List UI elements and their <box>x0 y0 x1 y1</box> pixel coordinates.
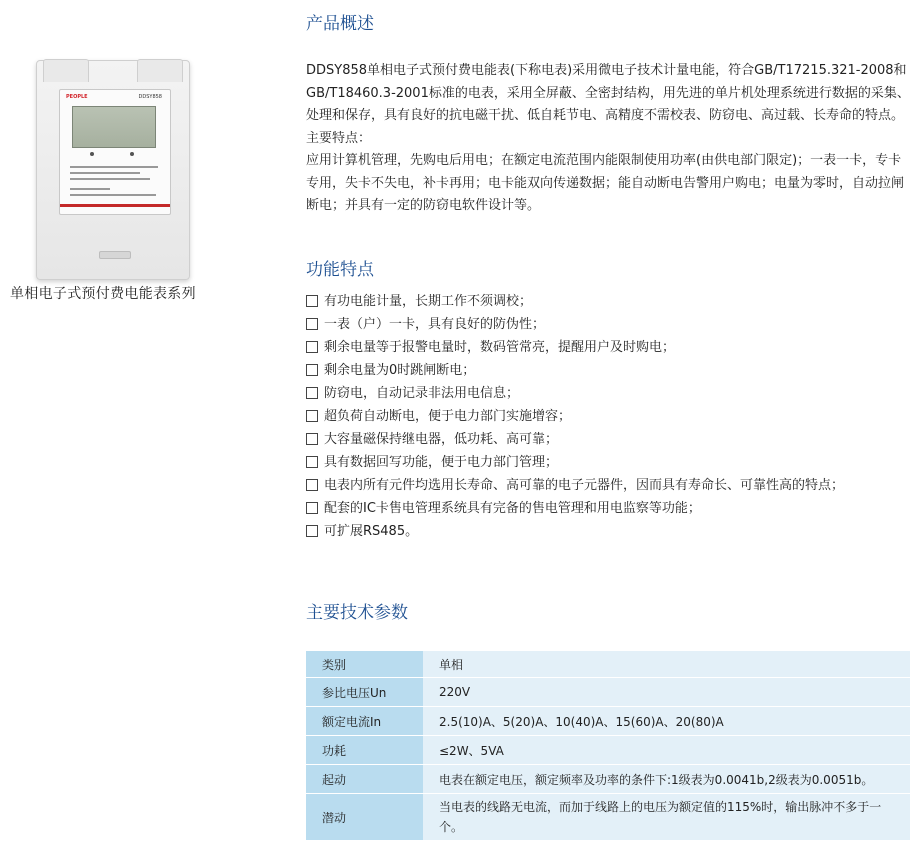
specs-table <box>306 650 910 841</box>
feature-item: 大容量磁保持继电器，低功耗、高可靠； <box>304 428 916 451</box>
overview-paragraph-1: DDSY858单相电子式预付费电能表(下称电表)采用微电子技术计量电能，符合GB/T17215.321-2008和GB/T18460.3-2001标准的电表，采用全屏蔽、全密封结构，用先进的单片机处理系统进行数据的采集、处理和保存，具有良好的抗电磁干扰、低自耗节电、高精度不需校表、防窃电、高过载、长寿命的特点。主要特点： <box>306 63 910 146</box>
overview-text <box>306 60 912 218</box>
feature-item: 配套的IC卡售电管理系统具有完备的售电管理和用电监察等功能； <box>304 497 916 520</box>
feature-list <box>304 290 916 543</box>
product-image <box>32 58 190 280</box>
features-heading: 功能特点 <box>306 260 374 280</box>
spec-value: 220V <box>423 678 910 707</box>
table-row <box>306 678 910 707</box>
feature-item: 有功电能计量，长期工作不须调校； <box>304 290 916 313</box>
feature-item: 可扩展RS485。 <box>304 520 916 543</box>
checkbox-icon <box>306 502 318 514</box>
spec-value: 当电表的线路无电流，而加于线路上的电压为额定值的115%时，输出脉冲不多于一个。 <box>423 794 910 841</box>
feature-item: 超负荷自动断电，便于电力部门实施增容； <box>304 405 916 428</box>
checkbox-icon <box>306 525 318 537</box>
spec-key: 类别 <box>306 651 423 678</box>
checkbox-icon <box>306 364 318 376</box>
feature-item: 电表内所有元件均选用长寿命、高可靠的电子元器件，因而具有寿命长、可靠性高的特点； <box>304 474 916 497</box>
checkbox-icon <box>306 410 318 422</box>
overview-paragraph-2: 应用计算机管理，先购电后用电；在额定电流范围内能限制使用功率(由供电部门限定)；一表一卡，专卡专用，失卡不失电，补卡再用；电卡能双向传递数据；能自动断电告警用户购电；电量为零时，自动拉闸断电；并具有一定的防窃电软件设计等。 <box>306 153 905 213</box>
checkbox-icon <box>306 341 318 353</box>
spec-key: 起动 <box>306 765 423 794</box>
spec-key: 参比电压Un <box>306 678 423 707</box>
meter-model-label: DDSY858 <box>138 94 162 100</box>
checkbox-icon <box>306 456 318 468</box>
spec-value: 2.5(10)A、5(20)A、10(40)A、15(60)A、20(80)A <box>423 707 910 736</box>
feature-item: 防窃电，自动记录非法用电信息； <box>304 382 916 405</box>
spec-key: 功耗 <box>306 736 423 765</box>
checkbox-icon <box>306 318 318 330</box>
checkbox-icon <box>306 387 318 399</box>
table-row <box>306 794 910 841</box>
table-row <box>306 707 910 736</box>
table-row <box>306 651 910 678</box>
table-row <box>306 736 910 765</box>
table-row <box>306 765 910 794</box>
feature-item: 一表（户）一卡，具有良好的防伪性； <box>304 313 916 336</box>
spec-value: 单相 <box>423 651 910 678</box>
product-caption: 单相电子式预付费电能表系列 <box>10 286 196 302</box>
overview-heading: 产品概述 <box>306 14 374 34</box>
checkbox-icon <box>306 479 318 491</box>
checkbox-icon <box>306 295 318 307</box>
spec-key: 额定电流In <box>306 707 423 736</box>
feature-item: 剩余电量等于报警电量时，数码管常亮，提醒用户及时购电； <box>304 336 916 359</box>
meter-face <box>59 89 171 215</box>
spec-value: 电表在额定电压，额定频率及功率的条件下:1级表为0.0041b,2级表为0.0051b。 <box>423 765 910 794</box>
meter-lcd-display <box>72 106 156 148</box>
spec-value: ≤2W、5VA <box>423 736 910 765</box>
spec-key: 潜动 <box>306 794 423 841</box>
feature-item: 剩余电量为0时跳闸断电； <box>304 359 916 382</box>
specs-heading: 主要技术参数 <box>306 603 408 623</box>
checkbox-icon <box>306 433 318 445</box>
electric-meter-illustration <box>36 60 190 280</box>
feature-item: 具有数据回写功能，便于电力部门管理； <box>304 451 916 474</box>
meter-brand-logo: PEOPLE <box>66 94 88 100</box>
